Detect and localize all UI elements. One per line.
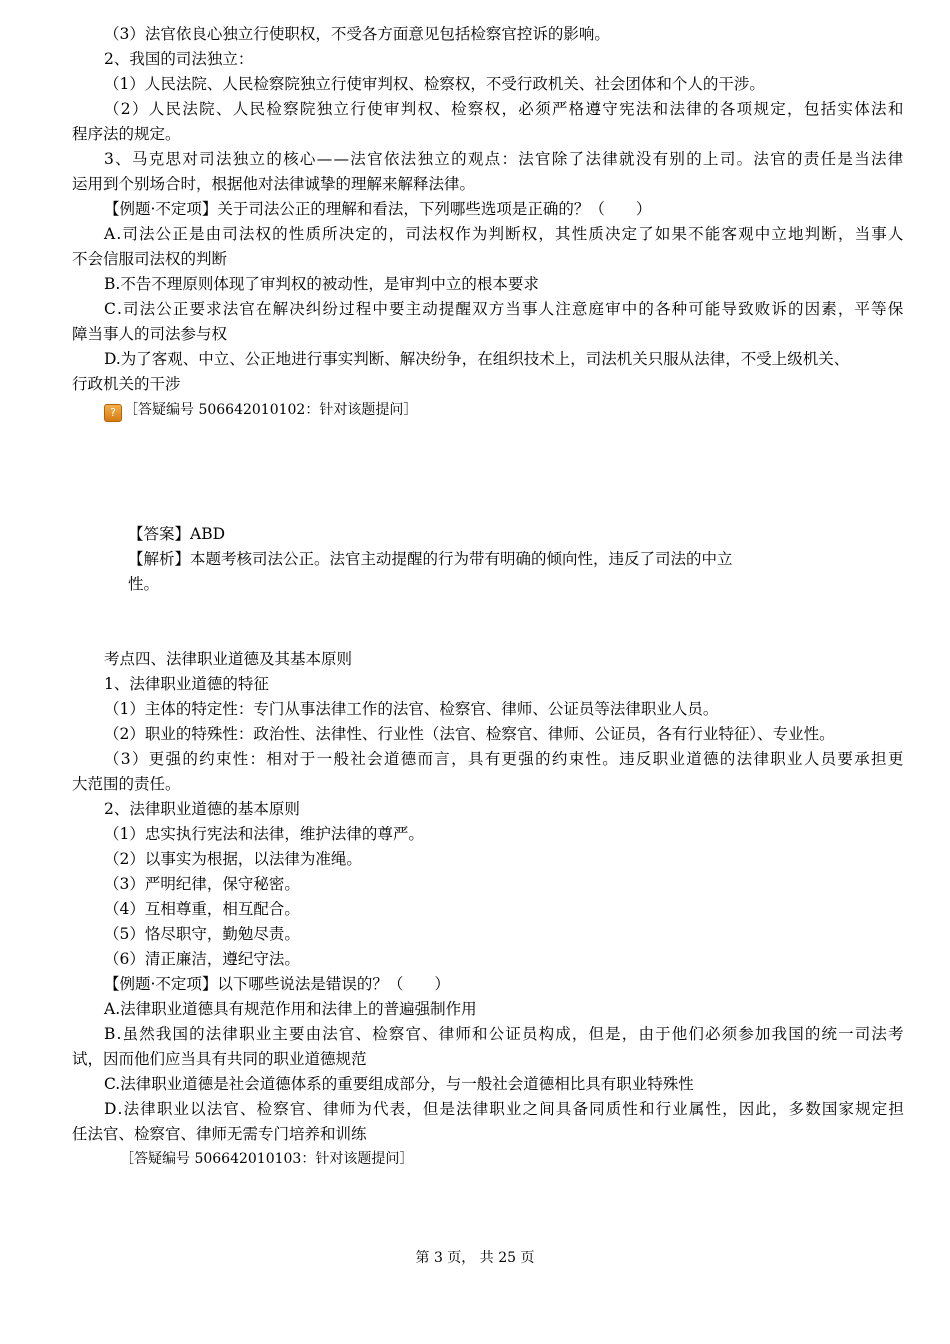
text-line: （6）清正廉洁，遵纪守法。 bbox=[104, 950, 300, 968]
option-b: B.不告不理原则体现了审判权的被动性，是审判中立的根本要求 bbox=[104, 275, 539, 293]
qa-reference-text: ［答疑编号 506642010103：针对该题提问］ bbox=[120, 1151, 414, 1167]
qa-reference-link[interactable] bbox=[104, 398, 417, 422]
text-line: （3）法官依良心独立行使职权，不受各方面意见包括检察官控诉的影响。 bbox=[104, 25, 610, 43]
text-line: 2、法律职业道德的基本原则 bbox=[104, 800, 300, 818]
example-heading: 【例题·不定项】以下哪些说法是错误的？（ ） bbox=[104, 975, 450, 993]
option-b-cont: 试，因而他们应当具有共同的职业道德规范 bbox=[72, 1050, 367, 1068]
answer-label: 【答案】ABD bbox=[128, 525, 226, 543]
option-d-cont: 任法官、检察官、律师无需专门培养和训练 bbox=[72, 1125, 367, 1143]
text-line: （1）忠实执行宪法和法律，维护法律的尊严。 bbox=[104, 825, 424, 843]
text-line: （5）恪尽职守，勤勉尽责。 bbox=[104, 925, 300, 943]
text-line: 大范围的责任。 bbox=[72, 775, 181, 793]
option-c-cont: 障当事人的司法参与权 bbox=[72, 325, 228, 343]
text-line: （4）互相尊重，相互配合。 bbox=[104, 900, 300, 918]
text-line: （3）严明纪律，保守秘密。 bbox=[104, 875, 300, 893]
text-line-justified: （ 2 ） 人 民 法 院 、 人 民 检 察 院 独 立 行 使 审 判 权 、 检 察 权 ， 必 须 严 格 遵 守 宪 法 和 法 律 的 各 项 规 定 ， 包 括 实 体 法 和 bbox=[104, 100, 904, 118]
option-b: B . 虽 然 我 国 的 法 律 职 业 主 要 由 法 官 、 检 察 官 、 律 师 和 公 证 员 构 成 ， 但 是 ， 由 于 他 们 必 须 参 加 我 国 的 统 一 司 法 考 bbox=[104, 1025, 904, 1043]
option-c: C . 司 法 公 正 要 求 法 官 在 解 决 纠 纷 过 程 中 要 主 动 提 醒 双 方 当 事 人 注 意 庭 审 中 的 各 种 可 能 导 致 败 诉 的 因 素 ， 平 等 保 bbox=[104, 300, 904, 318]
text-line: 2、我国的司法独立： bbox=[104, 50, 254, 68]
text-line: 程序法的规定。 bbox=[72, 125, 181, 143]
qa-reference-text: ［答疑编号 506642010102：针对该题提问］ bbox=[124, 402, 418, 418]
example-heading: 【例题·不定项】关于司法公正的理解和看法，下列哪些选项是正确的？（ ） bbox=[104, 200, 652, 218]
analysis-text: 【解析】本题考核司法公正。法官主动提醒的行为带有明确的倾向性，违反了司法的中立 bbox=[128, 550, 733, 568]
option-a: A.法律职业道德具有规范作用和法律上的普遍强制作用 bbox=[104, 1000, 477, 1018]
text-line-justified: 3 、 马 克 思 对 司 法 独 立 的 核 心 — — 法 官 依 法 独 立 的 观 点 ： 法 官 除 了 法 律 就 没 有 别 的 上 司 。 法 官 的 责 任 是 当 法 律 bbox=[104, 150, 904, 168]
text-line-justified: （ 3 ） 更 强 的 约 束 性 ： 相 对 于 一 般 社 会 道 德 而 言 ， 具 有 更 强 的 约 束 性 。 违 反 职 业 道 德 的 法 律 职 业 人 员 要 承 担 更 bbox=[104, 750, 904, 768]
text-line: （1）人民法院、人民检察院独立行使审判权、检察权，不受行政机关、社会团体和个人的干涉。 bbox=[104, 75, 765, 93]
text-line: （1）主体的特定性：专门从事法律工作的法官、检察官、律师、公证员等法律职业人员。 bbox=[104, 700, 719, 718]
text-line: 1、法律职业道德的特征 bbox=[104, 675, 269, 693]
option-d: D . 法 律 职 业 以 法 官 、 检 察 官 、 律 师 为 代 表 ， 但 是 法 律 职 业 之 间 具 备 同 质 性 和 行 业 属 性 ， 因 此 ， 多 数 国 家 规 定 担 bbox=[104, 1100, 904, 1118]
question-icon: ? bbox=[104, 404, 122, 422]
text-line: 运用到个别场合时，根据他对法律诚挚的理解来解释法律。 bbox=[72, 175, 476, 193]
text-line: （2）以事实为根据，以法律为准绳。 bbox=[104, 850, 362, 868]
option-d: D.为了客观、中立、公正地进行事实判断、解决纷争，在组织技术上，司法机关只服从法律，不受上级机关、 bbox=[104, 350, 850, 368]
text-line: （2）职业的特殊性：政治性、法律性、行业性（法官、检察官、律师、公证员，各有行业特征）、专业性。 bbox=[104, 725, 835, 743]
section-heading: 考点四、法律职业道德及其基本原则 bbox=[104, 650, 353, 668]
qa-reference-link[interactable] bbox=[120, 1147, 413, 1171]
option-a-cont: 不会信服司法权的判断 bbox=[72, 250, 228, 268]
option-c: C.法律职业道德是社会道德体系的重要组成部分，与一般社会道德相比具有职业特殊性 bbox=[104, 1075, 694, 1093]
analysis-text-cont: 性。 bbox=[128, 575, 160, 593]
option-a: A . 司 法 公 正 是 由 司 法 权 的 性 质 所 决 定 的 ， 司 法 权 作 为 判 断 权 ， 其 性 质 决 定 了 如 果 不 能 客 观 中 立 地 判 断 ， 当 事 人 bbox=[104, 225, 904, 243]
page-number: 第 3 页， 共 25 页 bbox=[415, 1250, 535, 1266]
option-d-cont: 行政机关的干涉 bbox=[72, 375, 181, 393]
